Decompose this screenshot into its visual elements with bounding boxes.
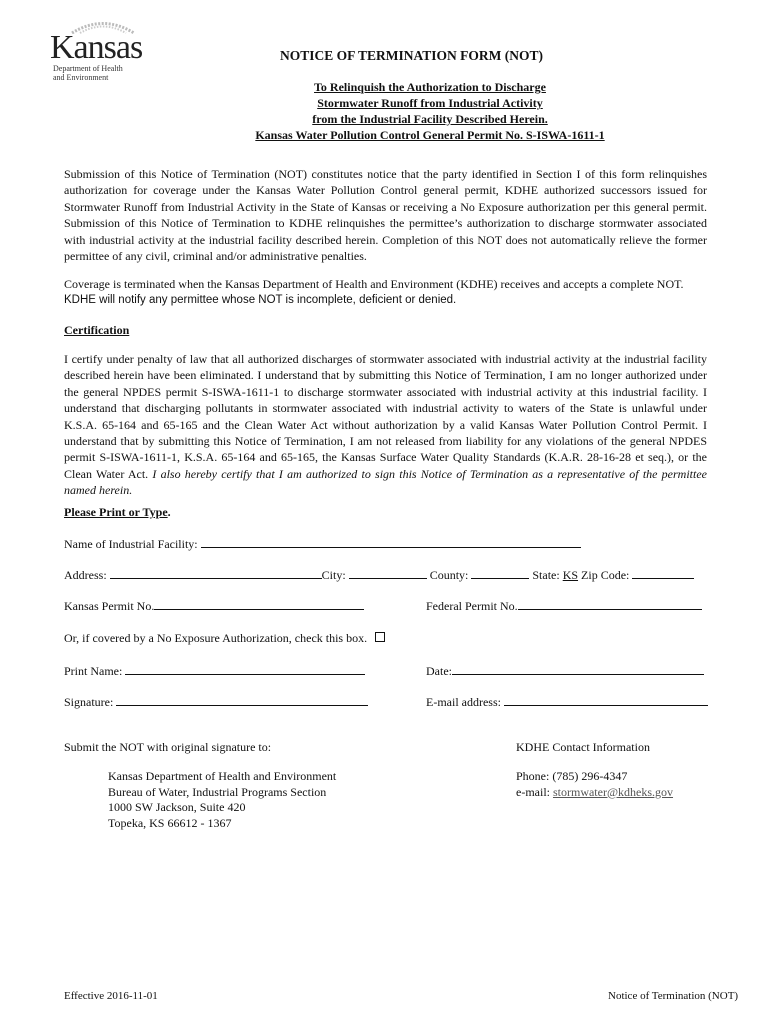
zip-input[interactable] — [632, 567, 694, 579]
print-name-field — [64, 663, 365, 679]
address-label: Address: — [64, 568, 107, 582]
facility-label: Name of Industrial Facility: — [64, 537, 198, 551]
address-line: Topeka, KS 66612 - 1367 — [108, 815, 232, 830]
city-label: City: — [321, 568, 346, 582]
logo-department-line: Department of Health — [53, 64, 123, 73]
kansas-permit-input[interactable] — [154, 598, 364, 610]
subtitle-block — [230, 79, 630, 143]
contact-email-link[interactable]: stormwater@kdheks.gov — [552, 784, 674, 799]
state-value: KS — [562, 568, 579, 582]
date-input[interactable] — [452, 663, 704, 675]
page-title: NOTICE OF TERMINATION FORM (NOT) — [280, 48, 544, 63]
contact-heading: KDHE Contact Information — [516, 740, 650, 754]
federal-permit-input[interactable] — [518, 598, 702, 610]
footer-document-name: Notice of Termination (NOT) — [608, 990, 739, 1002]
kansas-permit-field — [64, 598, 364, 614]
logo-wordmark: Kansas — [50, 29, 143, 66]
certification-body: I certify under penalty of law that all authorized discharges of stormwater associated with industrial activity at the industrial facility described herein have been eliminated. I understand that by submitting this Notice of Termination, I am no longer authorized under the general NPDES permit S-ISWA-1611-1 to discharge stormwater associated with industrial activity at this industrial facility. I understand that discharging pollutants in stormwater associated with industrial activity to waters of the State is unlawful under K.S.A. 65-164 and 65-165 and the Clean Water Act without authorization by a valid Kansas Water Pollution Control Permit. I understand that by submitting this Notice of Termination, I am not released from liability for any violations of the general NPDES permit S-ISWA-1611-1, K.S.A. 65-164 and 65-165, the Kansas Surface Water Quality Standards (K.A.R. 28-16-28 et seq.), or the Clean Water Act. — [64, 352, 707, 481]
signature-field — [64, 694, 368, 710]
address-input[interactable] — [110, 567, 322, 579]
notify-line: KDHE will notify any permittee whose NOT is incomplete, deficient or denied. — [64, 294, 457, 306]
facility-field — [64, 536, 581, 552]
address-line: Kansas Department of Health and Environment — [108, 769, 337, 783]
no-exposure-checkbox[interactable] — [375, 632, 385, 642]
certification-paragraph — [64, 351, 707, 499]
logo-environment-line: and Environment — [53, 73, 109, 82]
city-input[interactable] — [349, 567, 427, 579]
federal-permit-field — [426, 598, 702, 614]
subtitle-line: Kansas Water Pollution Control General Permit No. S-ISWA-1611-1 — [255, 128, 605, 142]
federal-permit-label: Federal Permit No. — [426, 599, 518, 613]
coverage-line: Coverage is terminated when the Kansas Department of Health and Environment (KDHE) receives and accepts a complete NOT. — [64, 277, 684, 291]
contact-block — [516, 769, 673, 800]
date-field — [426, 663, 704, 679]
date-label: Date: — [426, 664, 452, 678]
print-heading-period: . — [167, 505, 171, 519]
print-heading — [64, 505, 171, 520]
certification-heading: Certification — [64, 323, 130, 337]
no-exposure-field — [64, 631, 385, 646]
print-heading-text: Please Print or Type — [64, 505, 168, 519]
submit-heading: Submit the NOT with original signature to: — [64, 740, 272, 754]
subtitle-line: from the Industrial Facility Described Herein. — [312, 112, 548, 126]
address-row — [64, 567, 694, 583]
address-line: 1000 SW Jackson, Suite 420 — [108, 800, 246, 815]
contact-email-label: e-mail: — [516, 784, 553, 799]
county-input[interactable] — [471, 567, 529, 579]
zip-label: Zip Code: — [581, 568, 630, 582]
print-name-label: Print Name: — [64, 664, 123, 678]
signature-input[interactable] — [116, 694, 368, 706]
email-label: E-mail address: — [426, 695, 501, 709]
kansas-permit-label: Kansas Permit No. — [64, 599, 155, 613]
no-exposure-label: Or, if covered by a No Exposure Authorization, check this box. — [64, 631, 368, 645]
subtitle-line: To Relinquish the Authorization to Discharge — [314, 80, 546, 94]
mailing-address — [108, 769, 336, 831]
email-input[interactable] — [504, 694, 708, 706]
print-name-input[interactable] — [125, 663, 365, 675]
contact-email-row — [516, 785, 673, 801]
certification-italic: I also hereby certify that I am authorized to sign this Notice of Termination as a representative of the permittee named herein. — [64, 466, 707, 498]
email-field — [426, 694, 708, 710]
county-label: County: — [429, 568, 469, 582]
state-label: State: — [532, 568, 560, 582]
facility-input[interactable] — [201, 536, 581, 548]
footer-effective-date: Effective 2016-11-01 — [64, 990, 158, 1002]
signature-label: Signature: — [64, 695, 114, 709]
address-line: Bureau of Water, Industrial Programs Section — [108, 784, 327, 799]
intro-paragraph: Submission of this Notice of Termination (NOT) constitutes notice that the party identified in Section I of this form relinquishes authorization for coverage under the Kansas Water Pollution Control general permit, KDHE authorized successors issued for Stormwater Runoff from Industrial Activity in the State of Kansas or receiving a No Exposure authorization per this general permit. Submission of this Notice of Termination to KDHE relinquishes the permittee’s authorization to discharge stormwater associated with industrial activity at the industrial facility described herein. Completion of this NOT does not automatically relieve the former permittee of any civil, criminal and/or administrative penalties. — [64, 167, 707, 264]
subtitle-line: Stormwater Runoff from Industrial Activity — [317, 96, 543, 110]
contact-phone: Phone: (785) 296-4347 — [516, 769, 628, 783]
kdhe-logo — [50, 20, 143, 82]
